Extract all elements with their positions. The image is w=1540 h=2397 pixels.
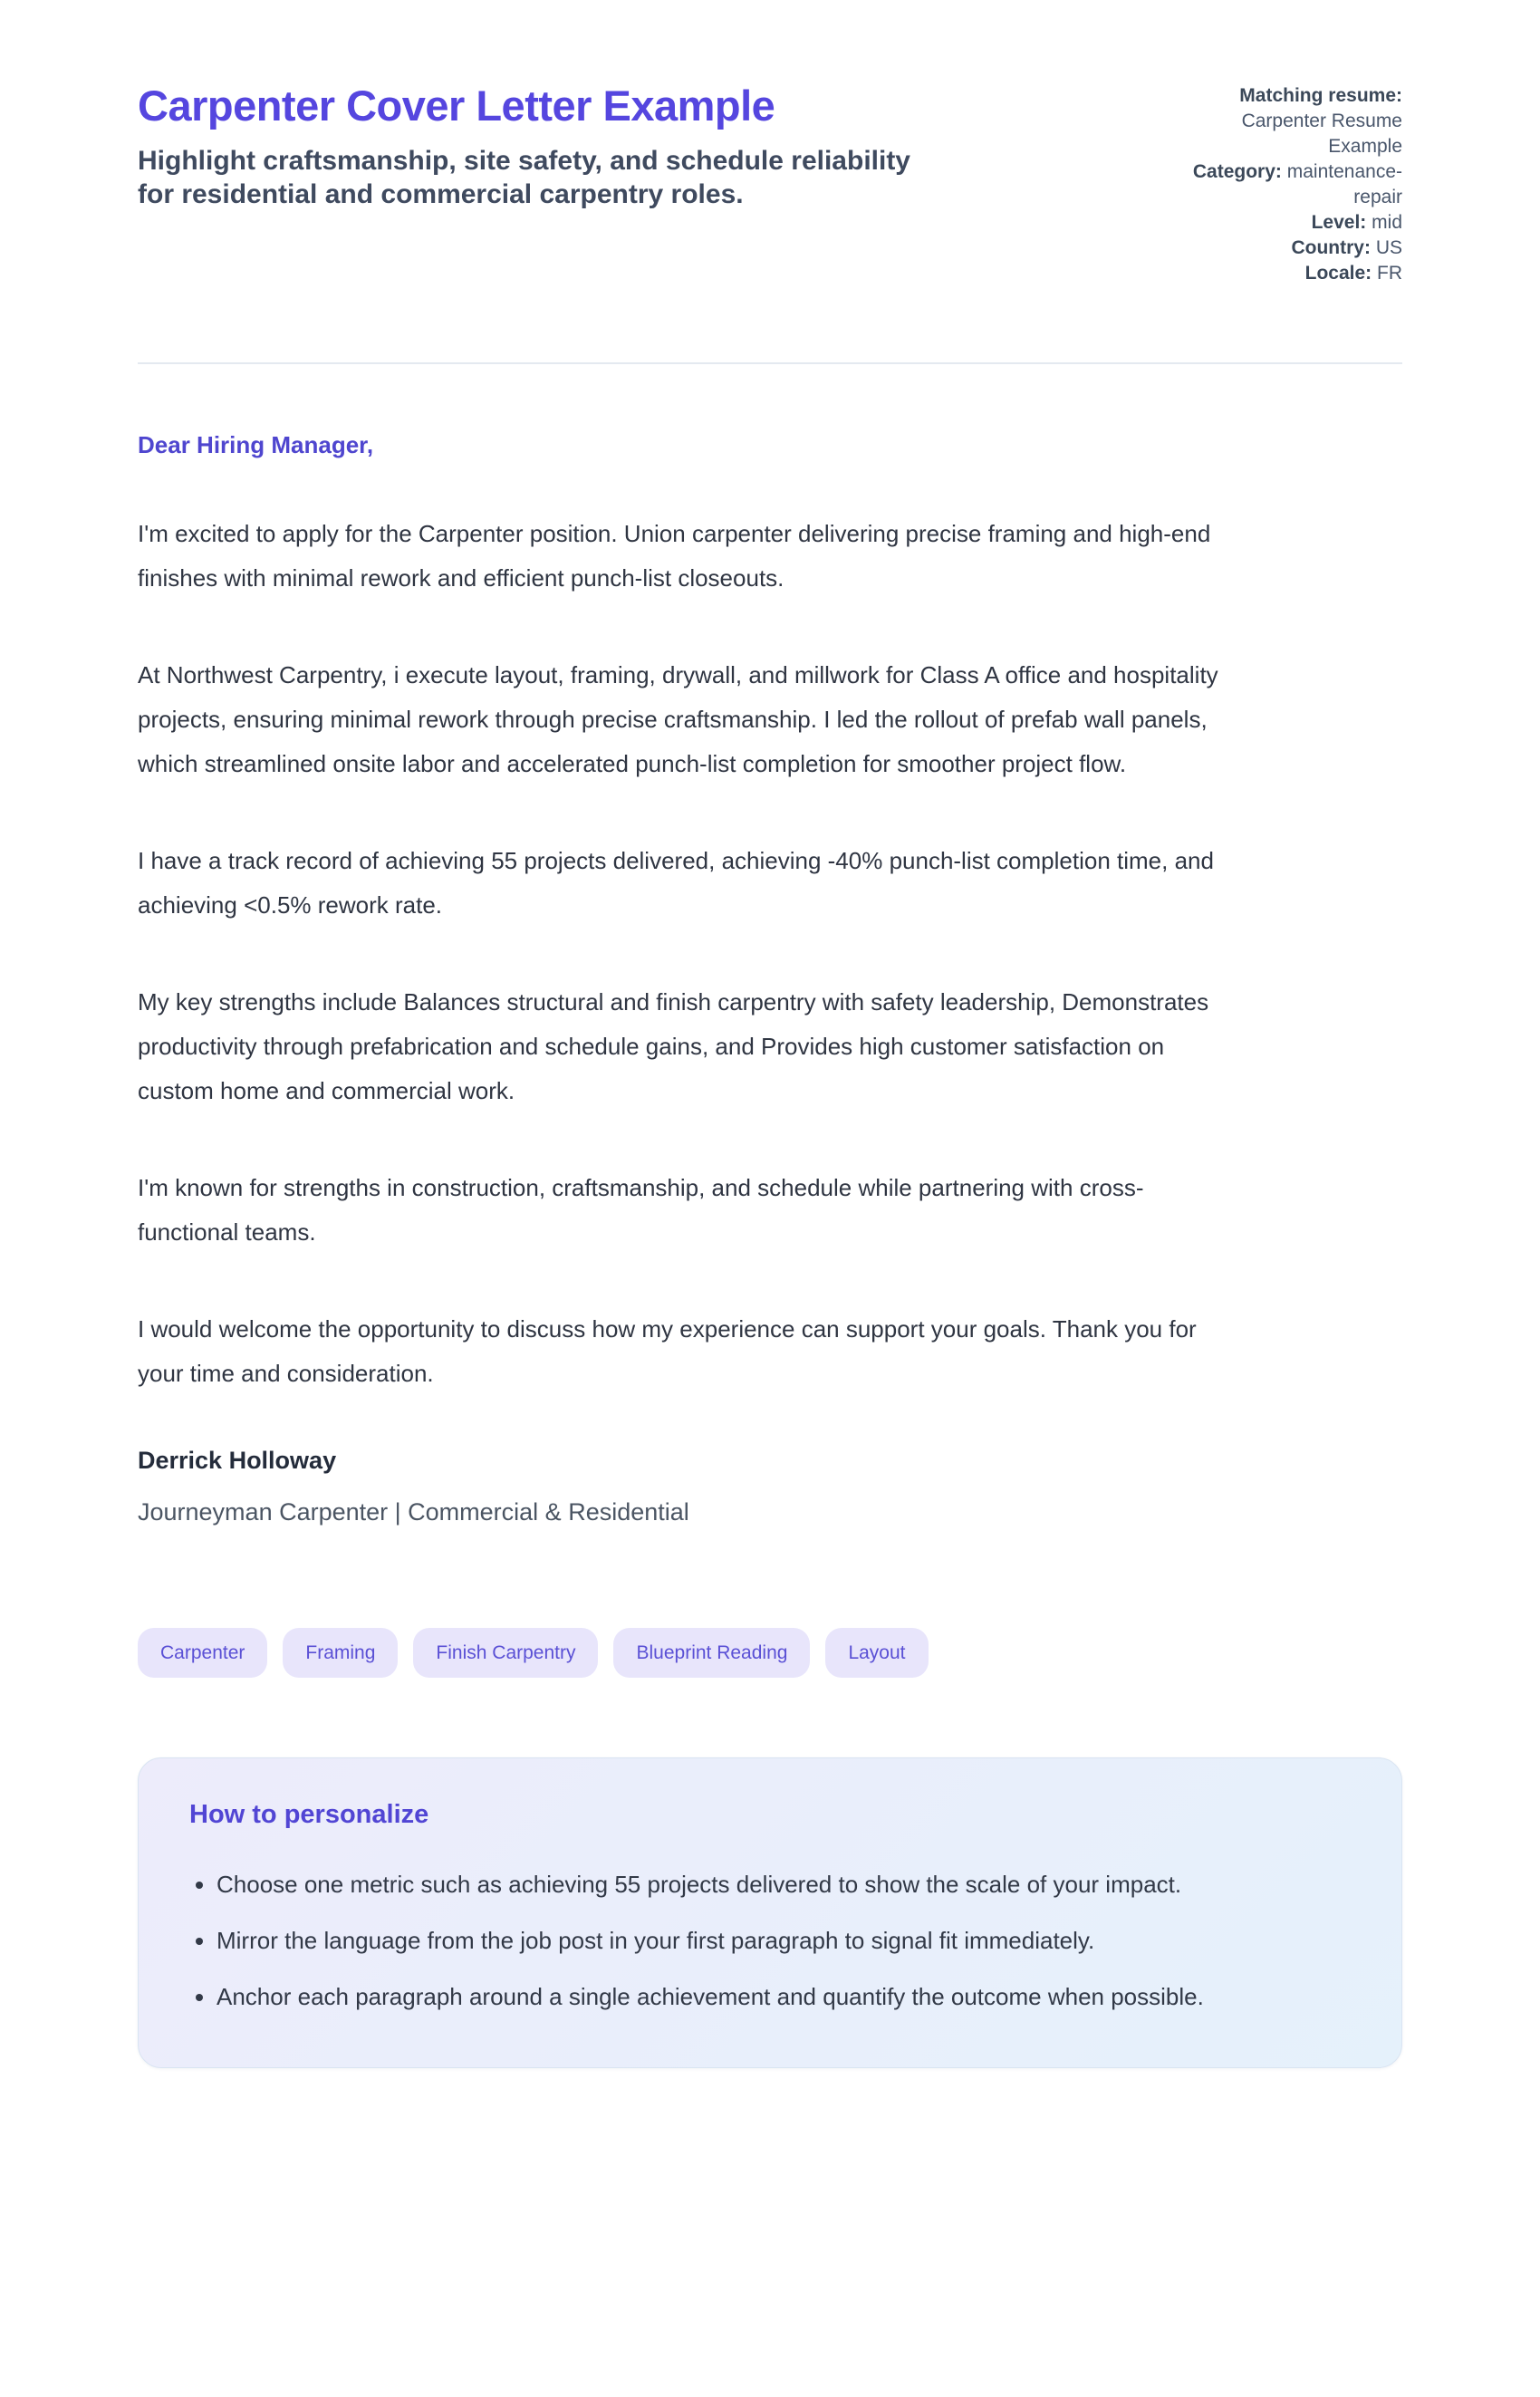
tag-list <box>138 1628 1402 1678</box>
tip-item-metric: • Choose one metric such as achieving 55 projects delivered to show the scale of your impact. <box>217 1863 1213 1906</box>
tip-item-mirror-language: • Mirror the language from the job post in your first paragraph to signal fit immediately. <box>217 1919 1213 1962</box>
meta-value: FR <box>1377 263 1402 284</box>
meta-row-category <box>1167 159 1402 210</box>
tag-chip-layout[interactable]: Layout <box>825 1628 928 1678</box>
paragraph-track-record: I have a track record of achieving 55 projects delivered, achieving -40% punch-list completion time, and achieving <0.5% rework rate. <box>138 847 1214 919</box>
tip-item-anchor-paragraph: • Anchor each paragraph around a single achievement and quantify the outcome when possible. <box>217 1975 1213 2018</box>
page-title: Carpenter Cover Letter Example <box>138 82 775 130</box>
greeting: Dear Hiring Manager, <box>138 431 374 458</box>
meta-label: Category: <box>1192 161 1282 182</box>
personalize-card <box>138 1757 1402 2068</box>
meta-value: maintenance-repair <box>1286 161 1402 207</box>
meta-value: US <box>1375 237 1402 258</box>
tag-chip-finish-carpentry[interactable]: Finish Carpentry <box>413 1628 598 1678</box>
meta-label: Level: <box>1311 212 1367 233</box>
tag-chip-carpenter[interactable]: Carpenter <box>138 1628 267 1678</box>
header-divider <box>138 362 1402 364</box>
signature-name: Derrick Holloway <box>138 1447 337 1474</box>
meta-row-matching-resume <box>1167 83 1402 159</box>
page-subtitle: Highlight craftsmanship, site safety, and schedule reliability for residential and commercial carpentry roles. <box>138 145 910 209</box>
header <box>138 83 1402 286</box>
personalize-tip-list <box>189 1863 1351 2018</box>
meta-row-locale <box>1167 261 1402 286</box>
meta-label: Country: <box>1291 237 1371 258</box>
paragraph-strengths: My key strengths include Balances structural and finish carpentry with safety leadership, Demonstrates productivity through prefabrication and schedule gains, and Provides high customer satisfaction on custom home and commercial work. <box>138 988 1209 1104</box>
cover-letter-body <box>138 431 1402 1526</box>
meta-label: Matching resume: <box>1239 85 1402 106</box>
meta-row-country <box>1167 236 1402 261</box>
resume-meta <box>1167 83 1402 286</box>
meta-row-level <box>1167 210 1402 236</box>
meta-value: Carpenter Resume Example <box>1241 111 1402 157</box>
tag-chip-framing[interactable]: Framing <box>283 1628 398 1678</box>
paragraph-experience: At Northwest Carpentry, i execute layout, framing, drywall, and millwork for Class A office and hospitality projects, ensuring minimal rework through precise craftsmanship. I led the rollout of prefab wall panels, which streamlined onsite labor and accelerated punch-list completion for smoother project flow. <box>138 661 1218 777</box>
paragraph-known-for: I'm known for strengths in construction, craftsmanship, and schedule while partnering with cross-functional teams. <box>138 1174 1144 1246</box>
meta-label: Locale: <box>1304 263 1372 284</box>
header-text-block <box>138 83 935 211</box>
tag-chip-blueprint-reading[interactable]: Blueprint Reading <box>613 1628 810 1678</box>
meta-value: mid <box>1372 212 1402 233</box>
paragraph-closing: I would welcome the opportunity to discuss how my experience can support your goals. Thank you for your time and consideration. <box>138 1315 1197 1387</box>
paragraph-intro: I'm excited to apply for the Carpenter position. Union carpenter delivering precise framing and high-end finishes with minimal rework and efficient punch-list closeouts. <box>138 520 1211 592</box>
personalize-heading: How to personalize <box>189 1800 429 1830</box>
signature-title: Journeyman Carpenter | Commercial & Residential <box>138 1498 689 1526</box>
